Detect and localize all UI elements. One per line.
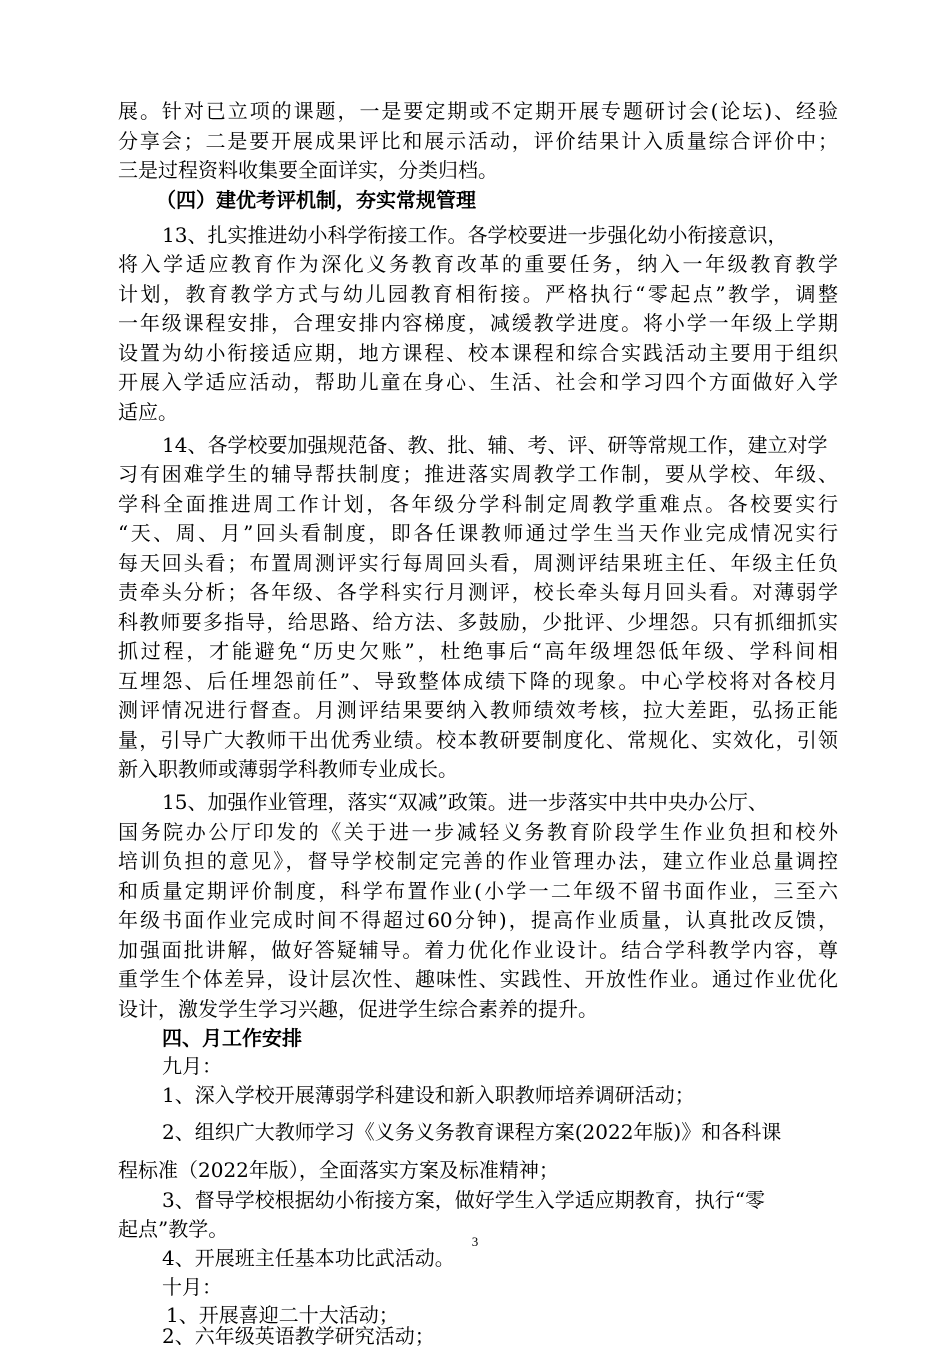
- text-line: 适应。: [118, 400, 178, 424]
- text-line: 将入学适应教育作为深化义务教育改革的重要任务，纳入一年级教育教学: [118, 252, 838, 276]
- text-line: 一年级课程安排，合理安排内容梯度，减缓教学进度。将小学一年级上学期: [118, 311, 838, 335]
- section-heading: 四、月工作安排: [162, 1026, 302, 1050]
- text-line: 责牵头分析；各年级、各学科实行月测评，校长牵头每月回头看。对薄弱学: [118, 580, 838, 604]
- text-line: 抓过程，才能避免“历史欠账”，杜绝事后“高年级埋怨低年级、学科间相: [118, 639, 838, 663]
- text-line: 国务院办公厅印发的《关于进一步减轻义务教育阶段学生作业负担和校外: [118, 820, 838, 844]
- text-line: 测评情况进行督查。月测评结果要纳入教师绩效考核，拉大差距，弘扬正能: [118, 698, 838, 722]
- text-line: 重学生个体差异，设计层次性、趣味性、实践性、开放性作业。通过作业优化: [118, 967, 838, 991]
- text-line: 三是过程资料收集要全面详实，分类归档。: [118, 158, 498, 182]
- month-label: 九月：: [162, 1054, 222, 1078]
- text-line: 设计，激发学生学习兴趣，促进学生综合素养的提升。: [118, 997, 598, 1021]
- list-item: 2、六年级英语教学研究活动；: [162, 1324, 435, 1348]
- page-number: 3: [471, 1234, 479, 1249]
- text-line: 计划，教育教学方式与幼儿园教育相衔接。严格执行“零起点”教学，调整: [118, 282, 838, 306]
- text-line: 加强面批讲解，做好答疑辅导。着力优化作业设计。结合学科教学内容，尊: [118, 938, 838, 962]
- section-heading: （四）建优考评机制，夯实常规管理: [156, 188, 476, 212]
- text-line: 展。针对已立项的课题，一是要定期或不定期开展专题研讨会(论坛)、经验: [118, 99, 838, 123]
- text-line: 分享会；二是要开展成果评比和展示活动，评价结果计入质量综合评价中；: [118, 129, 838, 153]
- text-line: “天、周、月”回头看制度，即各任课教师通过学生当天作业完成情况实行: [118, 521, 838, 545]
- text-line: 新入职教师或薄弱学科教师专业成长。: [118, 757, 458, 781]
- text-line: 学科全面推进周工作计划，各年级分学科制定周教学重难点。各校要实行: [118, 492, 838, 516]
- text-line: 互埋怨、后任埋怨前任”、导致整体成绩下降的现象。中心学校将对各校月: [118, 669, 838, 693]
- text-line: 科教师要多指导，给思路、给方法、多鼓励，少批评、少埋怨。只有抓细抓实: [118, 610, 838, 634]
- text-line: 设置为幼小衔接适应期，地方课程、校本课程和综合实践活动主要用于组织: [118, 341, 838, 365]
- list-item: 3、督导学校根据幼小衔接方案，做好学生入学适应期教育，执行“零: [162, 1188, 765, 1212]
- list-item: 1、深入学校开展薄弱学科建设和新入职教师培养调研活动；: [162, 1083, 695, 1107]
- text-line: 开展入学适应活动，帮助儿童在身心、生活、社会和学习四个方面做好入学: [118, 370, 838, 394]
- list-item: 1、开展喜迎二十大活动；: [166, 1303, 399, 1327]
- text-line: 培训负担的意见》，督导学校制定完善的作业管理办法，建立作业总量调控: [118, 849, 838, 873]
- list-item: 2、组织广大教师学习《义务义务教育课程方案(2022年版)》和各科课: [162, 1120, 782, 1144]
- text-line: 起点”教学。: [118, 1217, 229, 1241]
- text-line: 和质量定期评价制度，科学布置作业(小学一二年级不留书面作业，三至六: [118, 879, 838, 903]
- text-line: 习有困难学生的辅导帮扶制度；推进落实周教学工作制，要从学校、年级、: [118, 462, 838, 486]
- month-label: 十月：: [162, 1275, 222, 1299]
- list-item: 4、开展班主任基本功比武活动。: [162, 1246, 455, 1270]
- text-line: 量，引导广大教师干出优秀业绩。校本教研要制度化、常规化、实效化，引领: [118, 728, 838, 752]
- text-line: 13、扎实推进幼小科学衔接工作。各学校要进一步强化幼小衔接意识，: [162, 223, 788, 247]
- text-line: 15、加强作业管理，落实“双减”政策。进一步落实中共中央办公厅、: [162, 790, 768, 814]
- text-line: 每天回头看；布置周测评实行每周回头看，周测评结果班主任、年级主任负: [118, 551, 838, 575]
- text-line: 年级书面作业完成时间不得超过60分钟)，提高作业质量，认真批改反馈，: [118, 908, 838, 932]
- text-line: 程标准（2022年版），全面落实方案及标准精神；: [118, 1158, 559, 1182]
- text-line: 14、各学校要加强规范备、教、批、辅、考、评、研等常规工作，建立对学: [162, 433, 828, 457]
